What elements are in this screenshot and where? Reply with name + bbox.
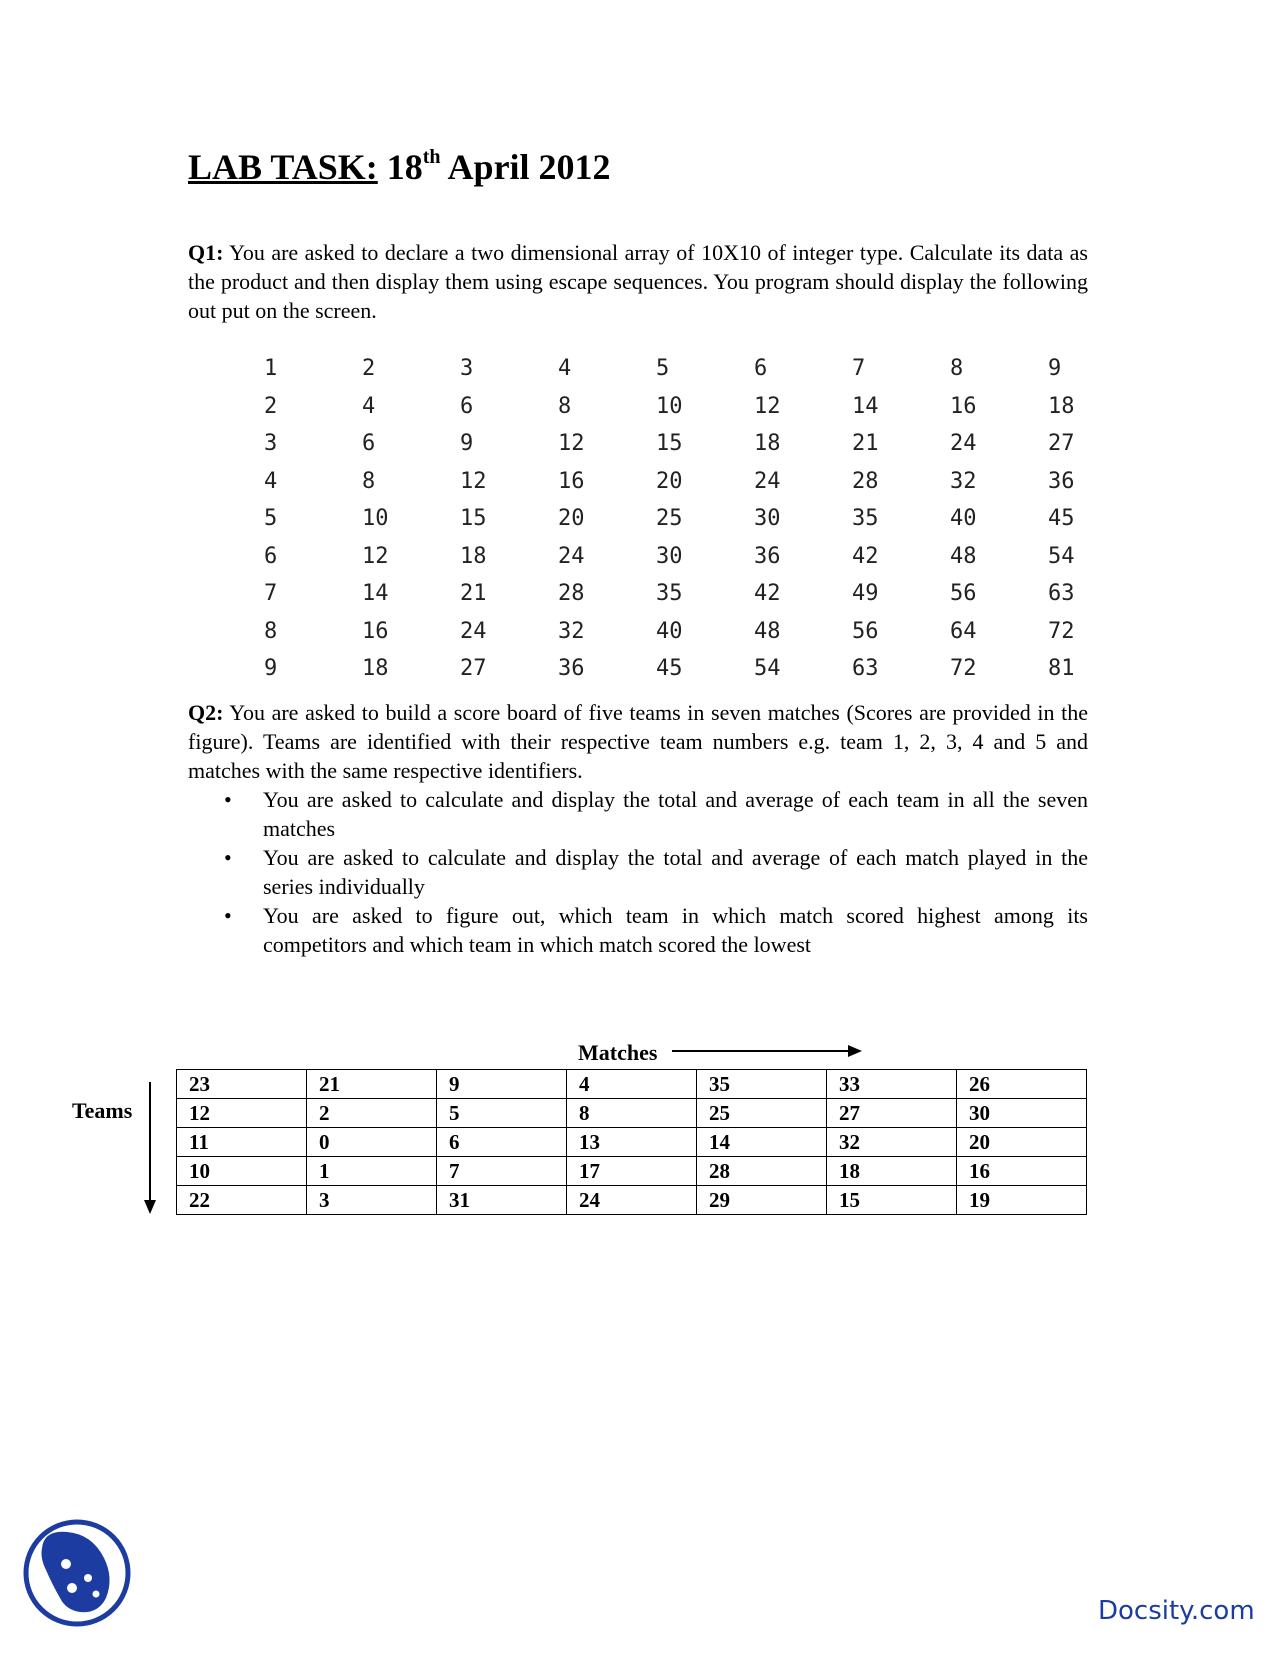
- table-cell: 40: [950, 506, 977, 532]
- table-cell: 35: [656, 581, 683, 607]
- table-cell: 36: [558, 656, 585, 682]
- score-cell: 24: [567, 1186, 697, 1215]
- score-cell: 4: [567, 1070, 697, 1099]
- table-cell: 3: [460, 356, 474, 382]
- table-cell: 32: [950, 468, 977, 494]
- right-arrow-icon: [672, 1044, 862, 1058]
- table-cell: 6: [362, 431, 376, 457]
- score-cell: 13: [567, 1128, 697, 1157]
- table-cell: 9: [264, 656, 278, 682]
- table-cell: 56: [950, 581, 977, 607]
- score-cell: 2: [307, 1099, 437, 1128]
- table-cell: 28: [852, 468, 879, 494]
- table-cell: 21: [852, 431, 879, 457]
- table-row: [248, 425, 1130, 463]
- score-cell: 3: [307, 1186, 437, 1215]
- table-cell: 6: [460, 393, 474, 419]
- table-cell: 2: [362, 356, 376, 382]
- table-cell: 27: [1048, 431, 1075, 457]
- bullet-icon: •: [224, 903, 232, 928]
- table-cell: 12: [460, 468, 487, 494]
- list-item: • You are asked to calculate and display the total and average of each team in all the seven matches: [224, 787, 1088, 841]
- table-cell: 16: [950, 393, 977, 419]
- table-row: [177, 1128, 1087, 1157]
- table-cell: 32: [558, 618, 585, 644]
- score-cell: 8: [567, 1099, 697, 1128]
- q2-bullet-list: [188, 785, 1088, 959]
- score-cell: 1: [307, 1157, 437, 1186]
- title-suffix: th: [422, 146, 441, 168]
- table-cell: 42: [754, 581, 781, 607]
- teams-label: Teams: [72, 1098, 133, 1123]
- table-cell: 36: [1048, 468, 1075, 494]
- q1-text: You are asked to declare a two dimensional array of 10X10 of integer type. Calculate its data as the product and then display them using escape sequences. You program should display the following out put on the screen.: [188, 240, 1088, 323]
- score-cell: 12: [177, 1099, 307, 1128]
- title-rest: April 2012: [447, 147, 611, 187]
- table-cell: 27: [460, 656, 487, 682]
- table-cell: 48: [950, 543, 977, 569]
- table-row: [248, 575, 1130, 613]
- score-cell: 15: [827, 1186, 957, 1215]
- q2-text: You are asked to build a score board of five teams in seven matches (Scores are provided in the figure). Teams are identified with their respective team numbers e.g. team 1, 2, 3, 4 and 5 and matches with the same respective identifiers.: [188, 700, 1089, 783]
- table-cell: 10: [656, 393, 683, 419]
- table-cell: 18: [1048, 393, 1075, 419]
- table-cell: 24: [460, 618, 487, 644]
- table-cell: 9: [460, 431, 474, 457]
- table-cell: 35: [852, 506, 879, 532]
- score-cell: 23: [177, 1070, 307, 1099]
- table-cell: 8: [362, 468, 376, 494]
- table-row: [177, 1099, 1087, 1128]
- table-cell: 14: [852, 393, 879, 419]
- table-cell: 6: [264, 543, 278, 569]
- table-row: [248, 500, 1130, 538]
- table-cell: 24: [950, 431, 977, 457]
- table-cell: 20: [656, 468, 683, 494]
- table-cell: 30: [656, 543, 683, 569]
- table-cell: 14: [362, 581, 389, 607]
- score-cell: 10: [177, 1157, 307, 1186]
- table-row: [248, 538, 1130, 576]
- score-cell: 14: [697, 1128, 827, 1157]
- table-cell: 56: [852, 618, 879, 644]
- bullet-icon: •: [224, 845, 232, 870]
- table-cell: 15: [460, 506, 487, 532]
- table-cell: 9: [1048, 356, 1062, 382]
- score-cell: 19: [957, 1186, 1087, 1215]
- title-prefix: LAB TASK:: [188, 147, 378, 187]
- score-cell: 28: [697, 1157, 827, 1186]
- table-cell: 45: [1048, 506, 1075, 532]
- table-cell: 1: [264, 356, 278, 382]
- score-cell: 32: [827, 1128, 957, 1157]
- table-cell: 64: [950, 618, 977, 644]
- q1-label: Q1:: [188, 240, 224, 265]
- score-board-table: [176, 1069, 1087, 1215]
- question-2: [188, 698, 1088, 785]
- score-cell: 25: [697, 1099, 827, 1128]
- table-cell: 24: [754, 468, 781, 494]
- table-cell: 28: [558, 581, 585, 607]
- table-cell: 8: [264, 618, 278, 644]
- table-cell: 8: [950, 356, 964, 382]
- list-item: • You are asked to figure out, which team in which match scored highest among its competitors and which team in which match scored the lowest: [224, 903, 1088, 957]
- table-cell: 21: [460, 581, 487, 607]
- table-cell: 20: [558, 506, 585, 532]
- table-cell: 5: [656, 356, 670, 382]
- question-1: [188, 238, 1088, 325]
- score-cell: 16: [957, 1157, 1087, 1186]
- score-cell: 0: [307, 1128, 437, 1157]
- table-row: [248, 350, 1130, 388]
- score-cell: 21: [307, 1070, 437, 1099]
- table-cell: 16: [362, 618, 389, 644]
- table-cell: 4: [362, 393, 376, 419]
- title-day: 18: [386, 147, 423, 187]
- score-cell: 18: [827, 1157, 957, 1186]
- score-cell: 6: [437, 1128, 567, 1157]
- docsity-logo-icon: [22, 1518, 132, 1628]
- score-cell: 7: [437, 1157, 567, 1186]
- q2-label: Q2:: [188, 700, 224, 725]
- table-cell: 63: [852, 656, 879, 682]
- score-cell: 26: [957, 1070, 1087, 1099]
- score-cell: 35: [697, 1070, 827, 1099]
- score-cell: 27: [827, 1099, 957, 1128]
- table-cell: 48: [754, 618, 781, 644]
- table-cell: 72: [1048, 618, 1075, 644]
- table-cell: 7: [852, 356, 866, 382]
- table-row: [248, 388, 1130, 426]
- score-cell: 9: [437, 1070, 567, 1099]
- score-cell: 5: [437, 1099, 567, 1128]
- table-row: [248, 613, 1130, 651]
- table-cell: 54: [1048, 543, 1075, 569]
- list-item: • You are asked to calculate and display the total and average of each match played in the series individually: [224, 845, 1088, 899]
- score-cell: 11: [177, 1128, 307, 1157]
- matches-label: Matches: [578, 1040, 658, 1065]
- table-cell: 24: [558, 543, 585, 569]
- table-cell: 8: [558, 393, 572, 419]
- page-title: [188, 148, 611, 188]
- table-row: [177, 1157, 1087, 1186]
- table-cell: 12: [558, 431, 585, 457]
- table-cell: 42: [852, 543, 879, 569]
- score-cell: 17: [567, 1157, 697, 1186]
- multiplication-table: [248, 350, 1130, 688]
- table-row: [248, 650, 1130, 688]
- table-cell: 6: [754, 356, 768, 382]
- table-cell: 3: [264, 431, 278, 457]
- table-cell: 10: [362, 506, 389, 532]
- score-cell: 22: [177, 1186, 307, 1215]
- table-cell: 7: [264, 581, 278, 607]
- table-cell: 25: [656, 506, 683, 532]
- table-cell: 5: [264, 506, 278, 532]
- down-arrow-icon: [143, 1082, 157, 1214]
- table-row: [248, 463, 1130, 501]
- table-row: [177, 1070, 1087, 1099]
- table-cell: 16: [558, 468, 585, 494]
- table-cell: 36: [754, 543, 781, 569]
- table-cell: 2: [264, 393, 278, 419]
- table-cell: 12: [754, 393, 781, 419]
- table-cell: 54: [754, 656, 781, 682]
- score-cell: 31: [437, 1186, 567, 1215]
- table-cell: 40: [656, 618, 683, 644]
- table-cell: 4: [264, 468, 278, 494]
- table-cell: 15: [656, 431, 683, 457]
- table-cell: 18: [362, 656, 389, 682]
- table-cell: 30: [754, 506, 781, 532]
- score-cell: 29: [697, 1186, 827, 1215]
- table-cell: 72: [950, 656, 977, 682]
- table-cell: 63: [1048, 581, 1075, 607]
- table-cell: 49: [852, 581, 879, 607]
- table-cell: 12: [362, 543, 389, 569]
- bullet-icon: •: [224, 787, 232, 812]
- table-cell: 4: [558, 356, 572, 382]
- score-cell: 33: [827, 1070, 957, 1099]
- score-cell: 30: [957, 1099, 1087, 1128]
- table-cell: 18: [754, 431, 781, 457]
- table-cell: 81: [1048, 656, 1075, 682]
- score-cell: 20: [957, 1128, 1087, 1157]
- docsity-brand: Docsity.com: [1098, 1596, 1255, 1626]
- table-cell: 45: [656, 656, 683, 682]
- table-row: [177, 1186, 1087, 1215]
- table-cell: 18: [460, 543, 487, 569]
